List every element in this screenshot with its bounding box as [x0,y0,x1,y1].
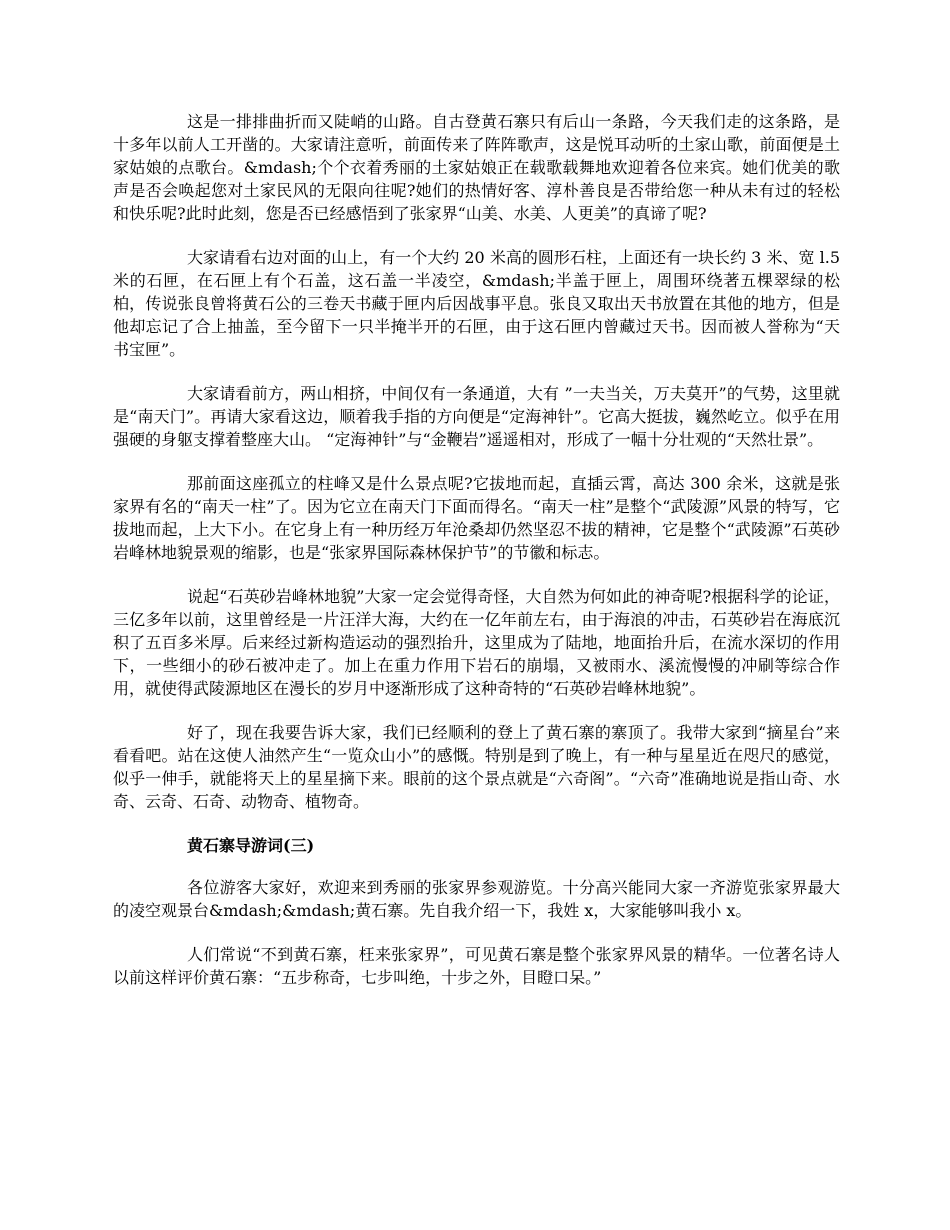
paragraph-south-heaven-gate: 大家请看前方，两山相挤，中间仅有一条通道，大有 ”一夫当关，万夫莫开”的气势，这里就是“南天门”。再请大家看这边，顺着我手指的方向便是“定海神针”。它高大挺拔，巍然屹立。似乎在用强硬的身躯支撑着整座大山。 “定海神针”与“金鞭岩”遥遥相对，形成了一幅十分壮观的“天然壮景”。 [113,384,840,449]
document-page [113,110,840,1010]
paragraph-sandstone-landform: 说起“石英砂岩峰林地貌”大家一定会觉得奇怪，大自然为何如此的神奇呢?根据科学的论证，三亿多年以前，这里曾经是一片汪洋大海，大约在一亿年前左右，由于海浪的冲击，石英砂岩在海底沉积了五百多米厚。后来经过新构造运动的强烈抬升，这里成为了陆地，地面抬升后，在流水深切的作用下，一些细小的砂石被冲走了。加上在重力作用下岩石的崩塌，又被雨水、溪流慢慢的冲刷等综合作用，就使得武陵源地区在漫长的岁月中逐渐形成了这种奇特的“石英砂岩峰林地貌”。 [113,587,840,698]
section-heading: 黄石寨导游词(三) [187,836,315,855]
paragraph-mountain-road: 这是一排排曲折而又陡峭的山路。自古登黄石寨只有后山一条路，今天我们走的这条路，是十多年以前人工开凿的。大家请注意听，前面传来了阵阵歌声，这是悦耳动听的土家山歌，前面便是土家姑娘的点歌台。&mdash;个个衣着秀丽的土家姑娘正在载歌载舞地欢迎着各位来宾。她们优美的歌声是否会唤起您对土家民风的无限向往呢?她们的热情好客、淳朴善良是否带给您一种从未有过的轻松和快乐呢?此时此刻，您是否已经感悟到了张家界“山美、水美、人更美”的真谛了呢? [113,112,840,223]
paragraph-famous-saying: 人们常说“不到黄石寨，枉来张家界”，可见黄石寨是整个张家界风景的精华。一位著名诗人以前这样评价黄石寨：“五步称奇，七步叫绝，十步之外，目瞪口呆。” [113,945,840,987]
paragraph-south-heaven-pillar: 那前面这座孤立的柱峰又是什么景点呢?它拔地而起，直插云霄，高达 300 余米，这就是张家界有名的“南天一柱”了。因为它立在南天门下面而得名。“南天一柱”是整个“武陵源”风景的特写，它拔地而起，上大下小。在它身上有一种历经万年沧桑却仍然坚忍不拔的精神，它是整个“武陵源”石英砂岩峰林地貌景观的缩影，也是“张家界国际森林保护节”的节徽和标志。 [113,474,840,562]
paragraph-heavenly-book-box: 大家请看右边对面的山上，有一个大约 20 米高的圆形石柱，上面还有一块长约 3 米、宽 l.5 米的石匣，在石匣上有个石盖，这石盖一半凌空，&mdash;半盖于匣上，周围环绕著五棵翠绿的松柏，传说张良曾将黄石公的三卷天书藏于匣内后因战事平息。张良又取出天书放置在其他的地方，但是他却忘记了合上抽盖，至今留下一只半掩半开的石匣，由于这石匣内曾藏过天书。因而被人誉称为“天书宝匣”。 [113,248,840,359]
paragraph-welcome: 各位游客大家好，欢迎来到秀丽的张家界参观游览。十分高兴能同大家一齐游览张家界最大的凌空观景台&mdash;&mdash;黄石寨。先自我介绍一下，我姓 x，大家能够叫我小 x。 [113,878,840,920]
paragraph-star-picking-platform: 好了，现在我要告诉大家，我们已经顺利的登上了黄石寨的寨顶了。我带大家到“摘星台”来看看吧。站在这使人油然产生“一览众山小”的感慨。特别是到了晚上，有一种与星星近在咫尺的感觉，似乎一伸手，就能将天上的星星摘下来。眼前的这个景点就是“六奇阁”。“六奇”准确地说是指山奇、水奇、云奇、石奇、动物奇、植物奇。 [113,723,840,811]
